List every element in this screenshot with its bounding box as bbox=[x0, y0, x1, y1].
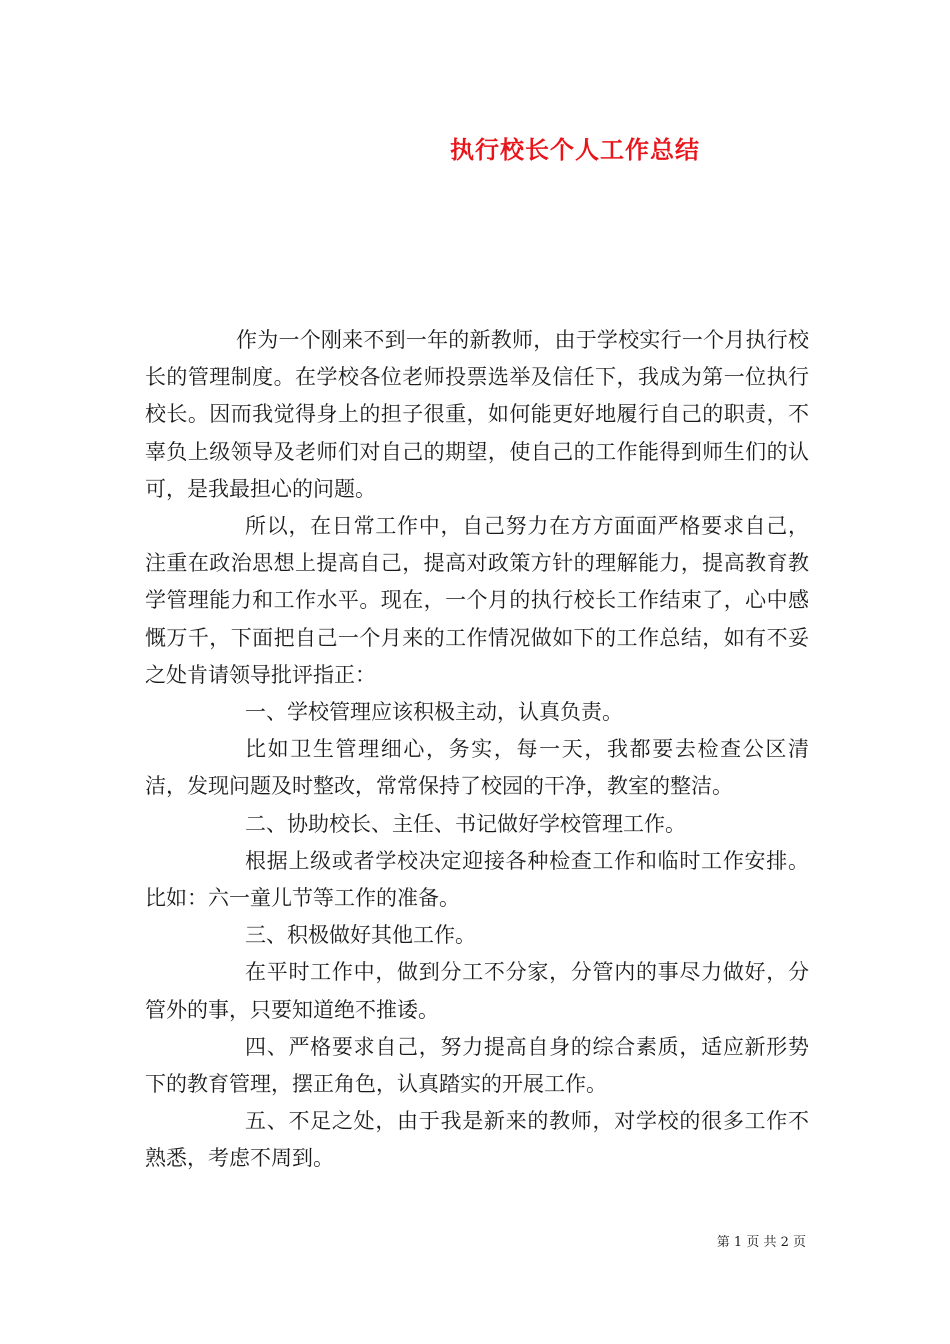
section-heading-1: 一、学校管理应该积极主动，认真负责。 bbox=[245, 700, 623, 725]
document-body bbox=[145, 322, 809, 1178]
paragraph-section-2: 根据上级或者学校决定迎接各种检查工作和临时工作安排。比如：六一童儿节等工作的准备。 bbox=[145, 848, 809, 911]
document-title: 执行校长个人工作总结 bbox=[450, 135, 700, 164]
section-heading-3: 三、积极做好其他工作。 bbox=[245, 923, 476, 948]
paragraph-section-5: 五、不足之处，由于我是新来的教师，对学校的很多工作不熟悉，考虑不周到。 bbox=[145, 1109, 809, 1171]
paragraph-section-1: 比如卫生管理细心，务实，每一天，我都要去检查公区清洁，发现问题及时整改，常常保持了校园的干净，教室的整洁。 bbox=[145, 737, 809, 799]
paragraph-intro: 作为一个刚来不到一年的新教师，由于学校实行一个月执行校长的管理制度。在学校各位老师投票选举及信任下，我成为第一位执行校长。因而我觉得身上的担子很重，如何能更好地履行自己的职责，不辜负上级领导及老师们对自己的期望，使自己的工作能得到师生们的认可，是我最担心的问题。 bbox=[145, 328, 809, 501]
paragraph-section-4: 四、严格要求自己，努力提高自身的综合素质，适应新形势下的教育管理，摆正角色，认真踏实的开展工作。 bbox=[145, 1034, 809, 1097]
paragraph-daily-work: 所以，在日常工作中，自己努力在方方面面严格要求自己，注重在政治思想上提高自己，提高对政策方针的理解能力，提高教育教学管理能力和工作水平。现在，一个月的执行校长工作结束了，心中感慨万千，下面把自己一个月来的工作情况做如下的工作总结，如有不妥之处肯请领导批评指正： bbox=[145, 514, 809, 687]
paragraph-section-3: 在平时工作中，做到分工不分家，分管内的事尽力做好，分管外的事，只要知道绝不推诿。 bbox=[145, 960, 809, 1022]
section-heading-2: 二、协助校长、主任、书记做好学校管理工作。 bbox=[245, 811, 686, 836]
page-number: 第 1 页 共 2 页 bbox=[716, 1235, 806, 1250]
